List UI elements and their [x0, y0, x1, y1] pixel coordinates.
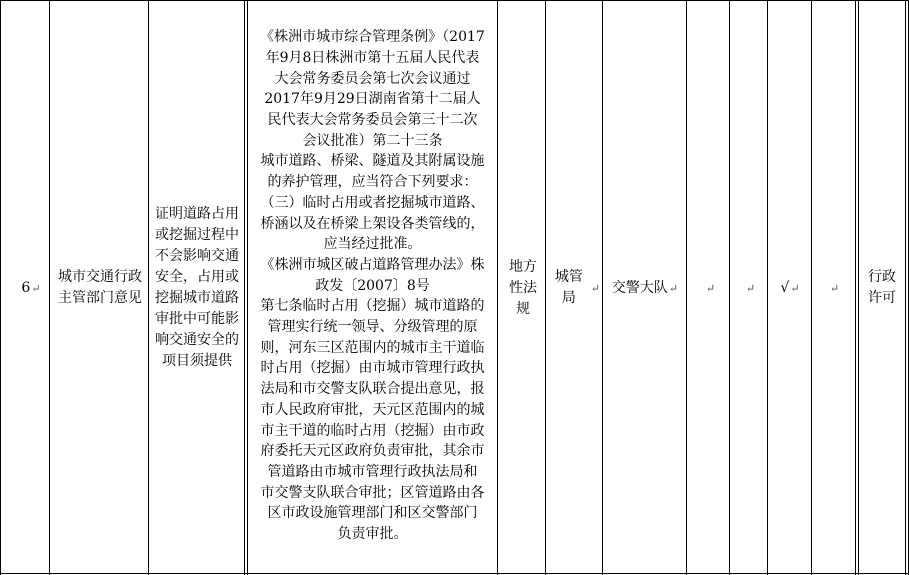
check-mark-icon: √ — [780, 279, 790, 296]
grid-line — [148, 0, 149, 575]
row-number: 6 — [21, 279, 31, 296]
paragraph-mark-icon: ↵ — [590, 281, 600, 295]
grid-line — [767, 0, 768, 575]
empty-cell — [740, 276, 760, 300]
paragraph-mark-icon: ↵ — [705, 281, 716, 295]
grid-line — [0, 573, 909, 574]
row-number-cell — [18, 276, 44, 300]
law-type-text: 地方性法规 — [509, 258, 537, 317]
legal-basis-line: 年9月8日株洲市第十五届人民代表 — [265, 49, 480, 66]
content-cell — [154, 183, 240, 393]
legal-basis-line: 负责审批。 — [337, 526, 408, 543]
grid-line — [602, 0, 603, 575]
legal-basis-line: 桥涵以及在桥梁上架设各类管线的， — [260, 215, 485, 232]
dept-b-cell — [607, 276, 683, 300]
department-text: 城市交通行政主管部门意见 — [58, 269, 142, 306]
empty-cell — [700, 276, 720, 300]
legal-basis-text — [260, 27, 485, 545]
grid-line — [49, 0, 50, 575]
grid-line — [905, 0, 906, 575]
dept-a-text: 城管局 — [554, 269, 583, 306]
legal-basis-line: 2017年9月29日湖南省第十二届人 — [264, 91, 481, 108]
legal-basis-line: 市主干道的临时占用（挖掘）由市政 — [260, 422, 485, 439]
paragraph-mark-icon: ↵ — [829, 281, 840, 295]
legal-basis-line: 大会常务委员会第七次会议通过 — [274, 70, 471, 87]
legal-basis-line: 会议批准）第二十三条 — [302, 132, 443, 149]
paragraph-mark-icon: ↵ — [745, 281, 756, 295]
legal-basis-line: （三）临时占用或者挖掘城市道路、 — [260, 194, 485, 211]
grid-line — [811, 0, 812, 575]
legal-basis-line: 应当经过批准。 — [323, 236, 422, 253]
paragraph-mark-icon: ↵ — [668, 281, 679, 295]
dept-b-text: 交警大队 — [611, 279, 668, 296]
grid-line — [545, 0, 546, 575]
check-cell — [775, 276, 805, 300]
legal-basis-line: 法局和市交警支队联合提出意见，报 — [260, 381, 485, 398]
legal-basis-line: 的养护管理，应当符合下列要求： — [267, 174, 478, 191]
legal-basis-line: 民代表大会常务委员会第三十二次 — [267, 112, 478, 129]
grid-line — [0, 0, 909, 1]
paragraph-mark-icon: ↵ — [790, 281, 800, 295]
dept-a-cell — [548, 269, 600, 306]
legal-basis-line: 市交警支队联合审批；区管道路由各 — [260, 484, 485, 501]
content-text: 证明道路占用或挖掘过程中不会影响交通安全，占用或挖掘城市道路审批中可能影响交通安全的项目须提供 — [155, 206, 239, 369]
empty-cell — [820, 276, 848, 300]
legal-basis-line: 市人民政府审批，天元区范围内的城 — [260, 401, 485, 418]
legal-basis-line: 第七条临时占用（挖掘）城市道路的 — [260, 298, 485, 315]
grid-line — [686, 0, 687, 575]
legal-basis-line: 管道路由市城市管理行政执法局和 — [267, 463, 478, 480]
legal-basis-line: 时占用（挖掘）由市城市管理行政执 — [260, 360, 485, 377]
grid-line — [247, 0, 248, 575]
grid-line — [855, 0, 856, 575]
paragraph-mark-icon: ↵ — [31, 281, 41, 295]
legal-basis-line: 府委托天元区政府负责审批，其余市 — [260, 443, 485, 460]
law-type-cell — [505, 256, 541, 320]
grid-line — [729, 0, 730, 575]
legal-basis-line: 城市道路、桥梁、隧道及其附属设施 — [260, 153, 485, 170]
legal-basis-line: 《株洲市城区破占道路管理办法》株 — [260, 256, 485, 273]
grid-line — [244, 0, 245, 575]
permit-type-text: 行政许可 — [868, 269, 896, 306]
permit-type-cell — [862, 266, 902, 310]
legal-basis-line: 《株洲市城市综合管理条例》（2017 — [260, 29, 485, 46]
grid-line — [497, 0, 498, 575]
legal-basis-line: 政发〔2007〕8号 — [315, 277, 430, 294]
grid-line — [858, 0, 859, 575]
legal-basis-line: 则，河东三区范围内的城市主干道临 — [260, 339, 485, 356]
grid-line — [0, 0, 1, 575]
legal-basis-line: 管理实行统一领导、分级管理的原 — [267, 319, 478, 336]
department-cell — [58, 256, 142, 320]
legal-basis-line: 区市政设施管理部门和区交警部门 — [267, 505, 478, 522]
legal-basis-cell — [250, 25, 495, 547]
